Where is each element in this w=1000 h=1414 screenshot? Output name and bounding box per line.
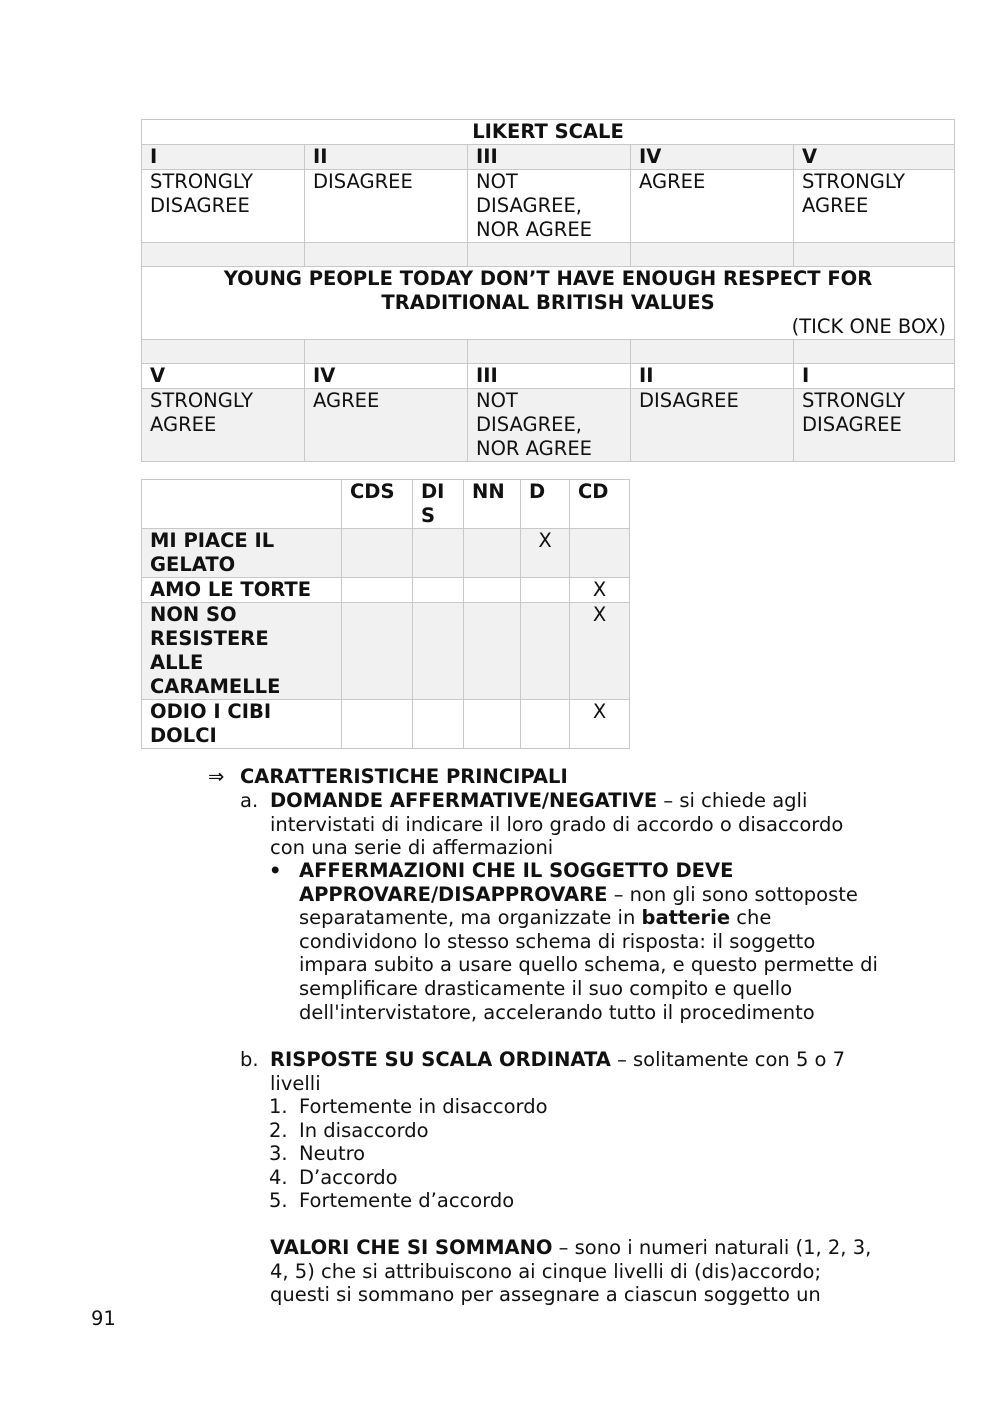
bullet-line: dell'intervistatore, accelerando tutto il procedimento bbox=[299, 1000, 815, 1024]
column-header-cd: CD bbox=[570, 480, 630, 529]
column-header-d: D bbox=[521, 480, 570, 529]
mark-cell: X bbox=[521, 529, 570, 578]
empty-header-cell bbox=[142, 480, 342, 529]
bullet-line: separatamente, ma organizzate in batterie che bbox=[299, 906, 772, 930]
mark-cell bbox=[464, 700, 521, 749]
mark-cell bbox=[570, 529, 630, 578]
statement-line: YOUNG PEOPLE TODAY DON’T HAVE ENOUGH RESPECT FOR bbox=[223, 267, 873, 290]
likert-bottom-label: STRONGLY DISAGREE bbox=[794, 389, 955, 462]
mark-cell bbox=[521, 700, 570, 749]
item-b-line: RISPOSTE SU SCALA ORDINATA – solitamente con 5 o 7 bbox=[270, 1048, 846, 1071]
mark-cell: X bbox=[570, 603, 630, 700]
mark-cell: X bbox=[570, 578, 630, 603]
mark-cell bbox=[464, 529, 521, 578]
likert-bottom-numeral: III bbox=[468, 364, 631, 389]
mark-cell bbox=[342, 700, 413, 749]
mark-cell bbox=[413, 529, 464, 578]
empty-cell bbox=[631, 243, 794, 267]
scale-list-item: 2. In disaccordo bbox=[269, 1118, 429, 1142]
scale-list-item: 5. Fortemente d’accordo bbox=[269, 1189, 515, 1213]
bullet-line: impara subito a usare quello schema, e questo permette di bbox=[299, 953, 878, 977]
tick-note: (TICK ONE BOX) bbox=[791, 315, 947, 338]
bullet-line: AFFERMAZIONI CHE IL SOGGETTO DEVE bbox=[299, 859, 734, 882]
empty-cell bbox=[468, 243, 631, 267]
row-label: ODIO I CIBI DOLCI bbox=[142, 700, 342, 749]
likert-top-label: AGREE bbox=[631, 170, 794, 243]
bullet-line: condividono lo stesso schema di risposta: il soggetto bbox=[299, 929, 816, 953]
likert-top-label: STRONGLY DISAGREE bbox=[142, 170, 305, 243]
values-line: 4, 5) che si attribuiscono ai cinque livelli di (dis)accordo; bbox=[270, 1259, 822, 1283]
item-a-line: intervistati di indicare il loro grado di accordo o disaccordo bbox=[270, 812, 844, 836]
likert-bottom-label: AGREE bbox=[305, 389, 468, 462]
values-line: VALORI CHE SI SOMMANO – sono i numeri naturali (1, 2, 3, bbox=[270, 1236, 872, 1259]
row-label: MI PIACE IL GELATO bbox=[142, 529, 342, 578]
column-header-dis: DI S bbox=[413, 480, 464, 529]
likert-bottom-numeral: I bbox=[794, 364, 955, 389]
likert-top-numeral: I bbox=[142, 145, 305, 170]
statement-line: TRADITIONAL BRITISH VALUES bbox=[381, 291, 715, 314]
mark-cell bbox=[342, 578, 413, 603]
likert-scale-table bbox=[141, 119, 955, 462]
mark-cell bbox=[342, 529, 413, 578]
empty-cell bbox=[468, 340, 631, 364]
likert-bottom-numeral: V bbox=[142, 364, 305, 389]
likert-bottom-numeral: II bbox=[631, 364, 794, 389]
empty-cell bbox=[142, 243, 305, 267]
likert-bottom-label: NOT DISAGREE, NOR AGREE bbox=[468, 389, 631, 462]
bullet-line: semplificare drasticamente il suo compito e quello bbox=[299, 976, 793, 1000]
column-header-nn: NN bbox=[464, 480, 521, 529]
likert-statement bbox=[142, 267, 955, 340]
section-heading: CARATTERISTICHE PRINCIPALI bbox=[240, 765, 568, 788]
likert-top-numeral: IV bbox=[631, 145, 794, 170]
scale-list-item: 1. Fortemente in disaccordo bbox=[269, 1095, 548, 1118]
table-row bbox=[142, 700, 630, 749]
mark-cell bbox=[413, 578, 464, 603]
item-a-line: DOMANDE AFFERMATIVE/NEGATIVE – si chiede agli bbox=[270, 789, 808, 812]
bullet-line: APPROVARE/DISAPPROVARE – non gli sono sottoposte bbox=[299, 882, 858, 906]
page-number: 91 bbox=[91, 1307, 116, 1330]
bullet-item bbox=[299, 859, 919, 1024]
scale-list bbox=[269, 1095, 548, 1213]
table-row bbox=[142, 578, 630, 603]
mark-cell bbox=[521, 603, 570, 700]
likert-top-label: STRONGLY AGREE bbox=[794, 170, 955, 243]
agreement-grid-table bbox=[141, 479, 630, 749]
item-a-marker: a. bbox=[240, 789, 259, 812]
empty-cell bbox=[305, 340, 468, 364]
mark-cell bbox=[464, 603, 521, 700]
column-header-cds: CDS bbox=[342, 480, 413, 529]
empty-cell bbox=[631, 340, 794, 364]
values-paragraph bbox=[270, 1236, 920, 1307]
heading-arrow: ⇒ bbox=[208, 765, 225, 788]
table-row bbox=[142, 529, 630, 578]
likert-top-numeral: V bbox=[794, 145, 955, 170]
bullet-icon: • bbox=[269, 859, 282, 882]
mark-cell: X bbox=[570, 700, 630, 749]
item-b bbox=[270, 1048, 910, 1095]
mark-cell bbox=[342, 603, 413, 700]
values-line: questi si sommano per assegnare a ciascun soggetto un bbox=[270, 1283, 821, 1307]
scale-list-item: 4. D’accordo bbox=[269, 1165, 398, 1189]
likert-bottom-numeral: IV bbox=[305, 364, 468, 389]
item-b-line: livelli bbox=[270, 1071, 321, 1095]
table-row bbox=[142, 603, 630, 700]
empty-cell bbox=[305, 243, 468, 267]
empty-cell bbox=[794, 243, 955, 267]
mark-cell bbox=[413, 603, 464, 700]
likert-bottom-label: STRONGLY AGREE bbox=[142, 389, 305, 462]
empty-cell bbox=[794, 340, 955, 364]
likert-top-label: DISAGREE bbox=[305, 170, 468, 243]
mark-cell bbox=[521, 578, 570, 603]
item-b-marker: b. bbox=[240, 1048, 259, 1071]
row-label: AMO LE TORTE bbox=[142, 578, 342, 603]
mark-cell bbox=[464, 578, 521, 603]
likert-top-label: NOT DISAGREE, NOR AGREE bbox=[468, 170, 631, 243]
item-a bbox=[270, 789, 910, 860]
empty-cell bbox=[142, 340, 305, 364]
likert-bottom-label: DISAGREE bbox=[631, 389, 794, 462]
mark-cell bbox=[413, 700, 464, 749]
likert-title: LIKERT SCALE bbox=[142, 120, 955, 145]
likert-top-numeral: III bbox=[468, 145, 631, 170]
item-a-line: con una serie di affermazioni bbox=[270, 836, 554, 860]
row-label: NON SO RESISTERE ALLE CARAMELLE bbox=[142, 603, 342, 700]
likert-top-numeral: II bbox=[305, 145, 468, 170]
scale-list-item: 3. Neutro bbox=[269, 1142, 366, 1166]
